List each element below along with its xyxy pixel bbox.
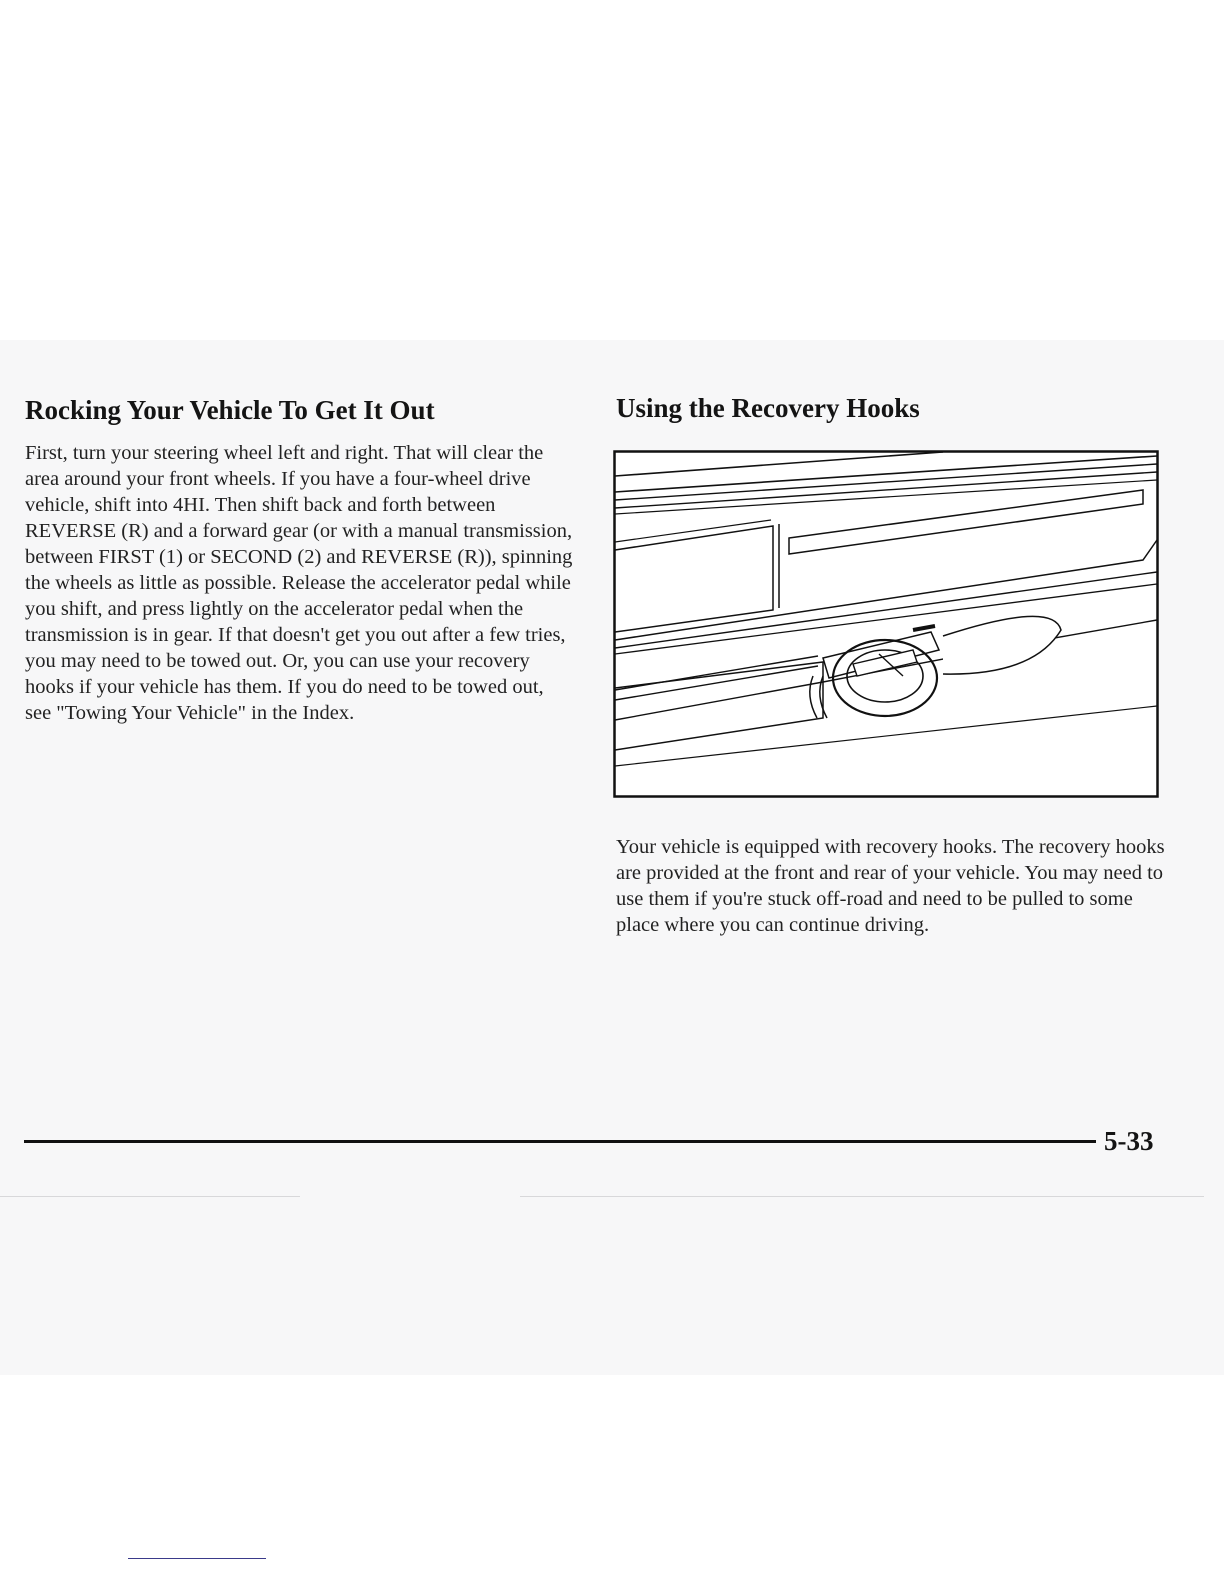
recovery-hook-illustration [613,450,1159,798]
scan-artifact-line [0,1196,300,1197]
rocking-vehicle-heading: Rocking Your Vehicle To Get It Out [25,395,435,425]
recovery-hooks-text: Your vehicle is equipped with recovery hooks. The recovery hooks are provided at the front and rear of your vehicle. You may need to use them if you're stuck off-road and need to be pulled to some place where you can continue driving. [616,836,1165,936]
footer-rule [24,1140,1096,1143]
bottom-mark [128,1558,266,1559]
recovery-hooks-heading: Using the Recovery Hooks [616,393,920,423]
scan-artifact-line [520,1196,1204,1197]
page-number: 5-33 [1104,1126,1154,1156]
rocking-vehicle-text: First, turn your steering wheel left and right. That will clear the area around your front wheels. If you have a four-wheel drive vehicle, shift into 4HI. Then shift back and forth between REVERSE (R) and a forward gear (or with a manual transmission, between FIRST (1) or SECOND (2) and REVERSE (R)), spinning the wheels as little as possible. Release the accelerator pedal while you shift, and press lightly on the accelerator pedal when the transmission is in gear. If that doesn't get you out after a few tries, you may need to be towed out. Or, you can use your recovery hooks if your vehicle has them. If you do need to be towed out, see "Towing Your Vehicle" in the Index. [25,442,573,724]
